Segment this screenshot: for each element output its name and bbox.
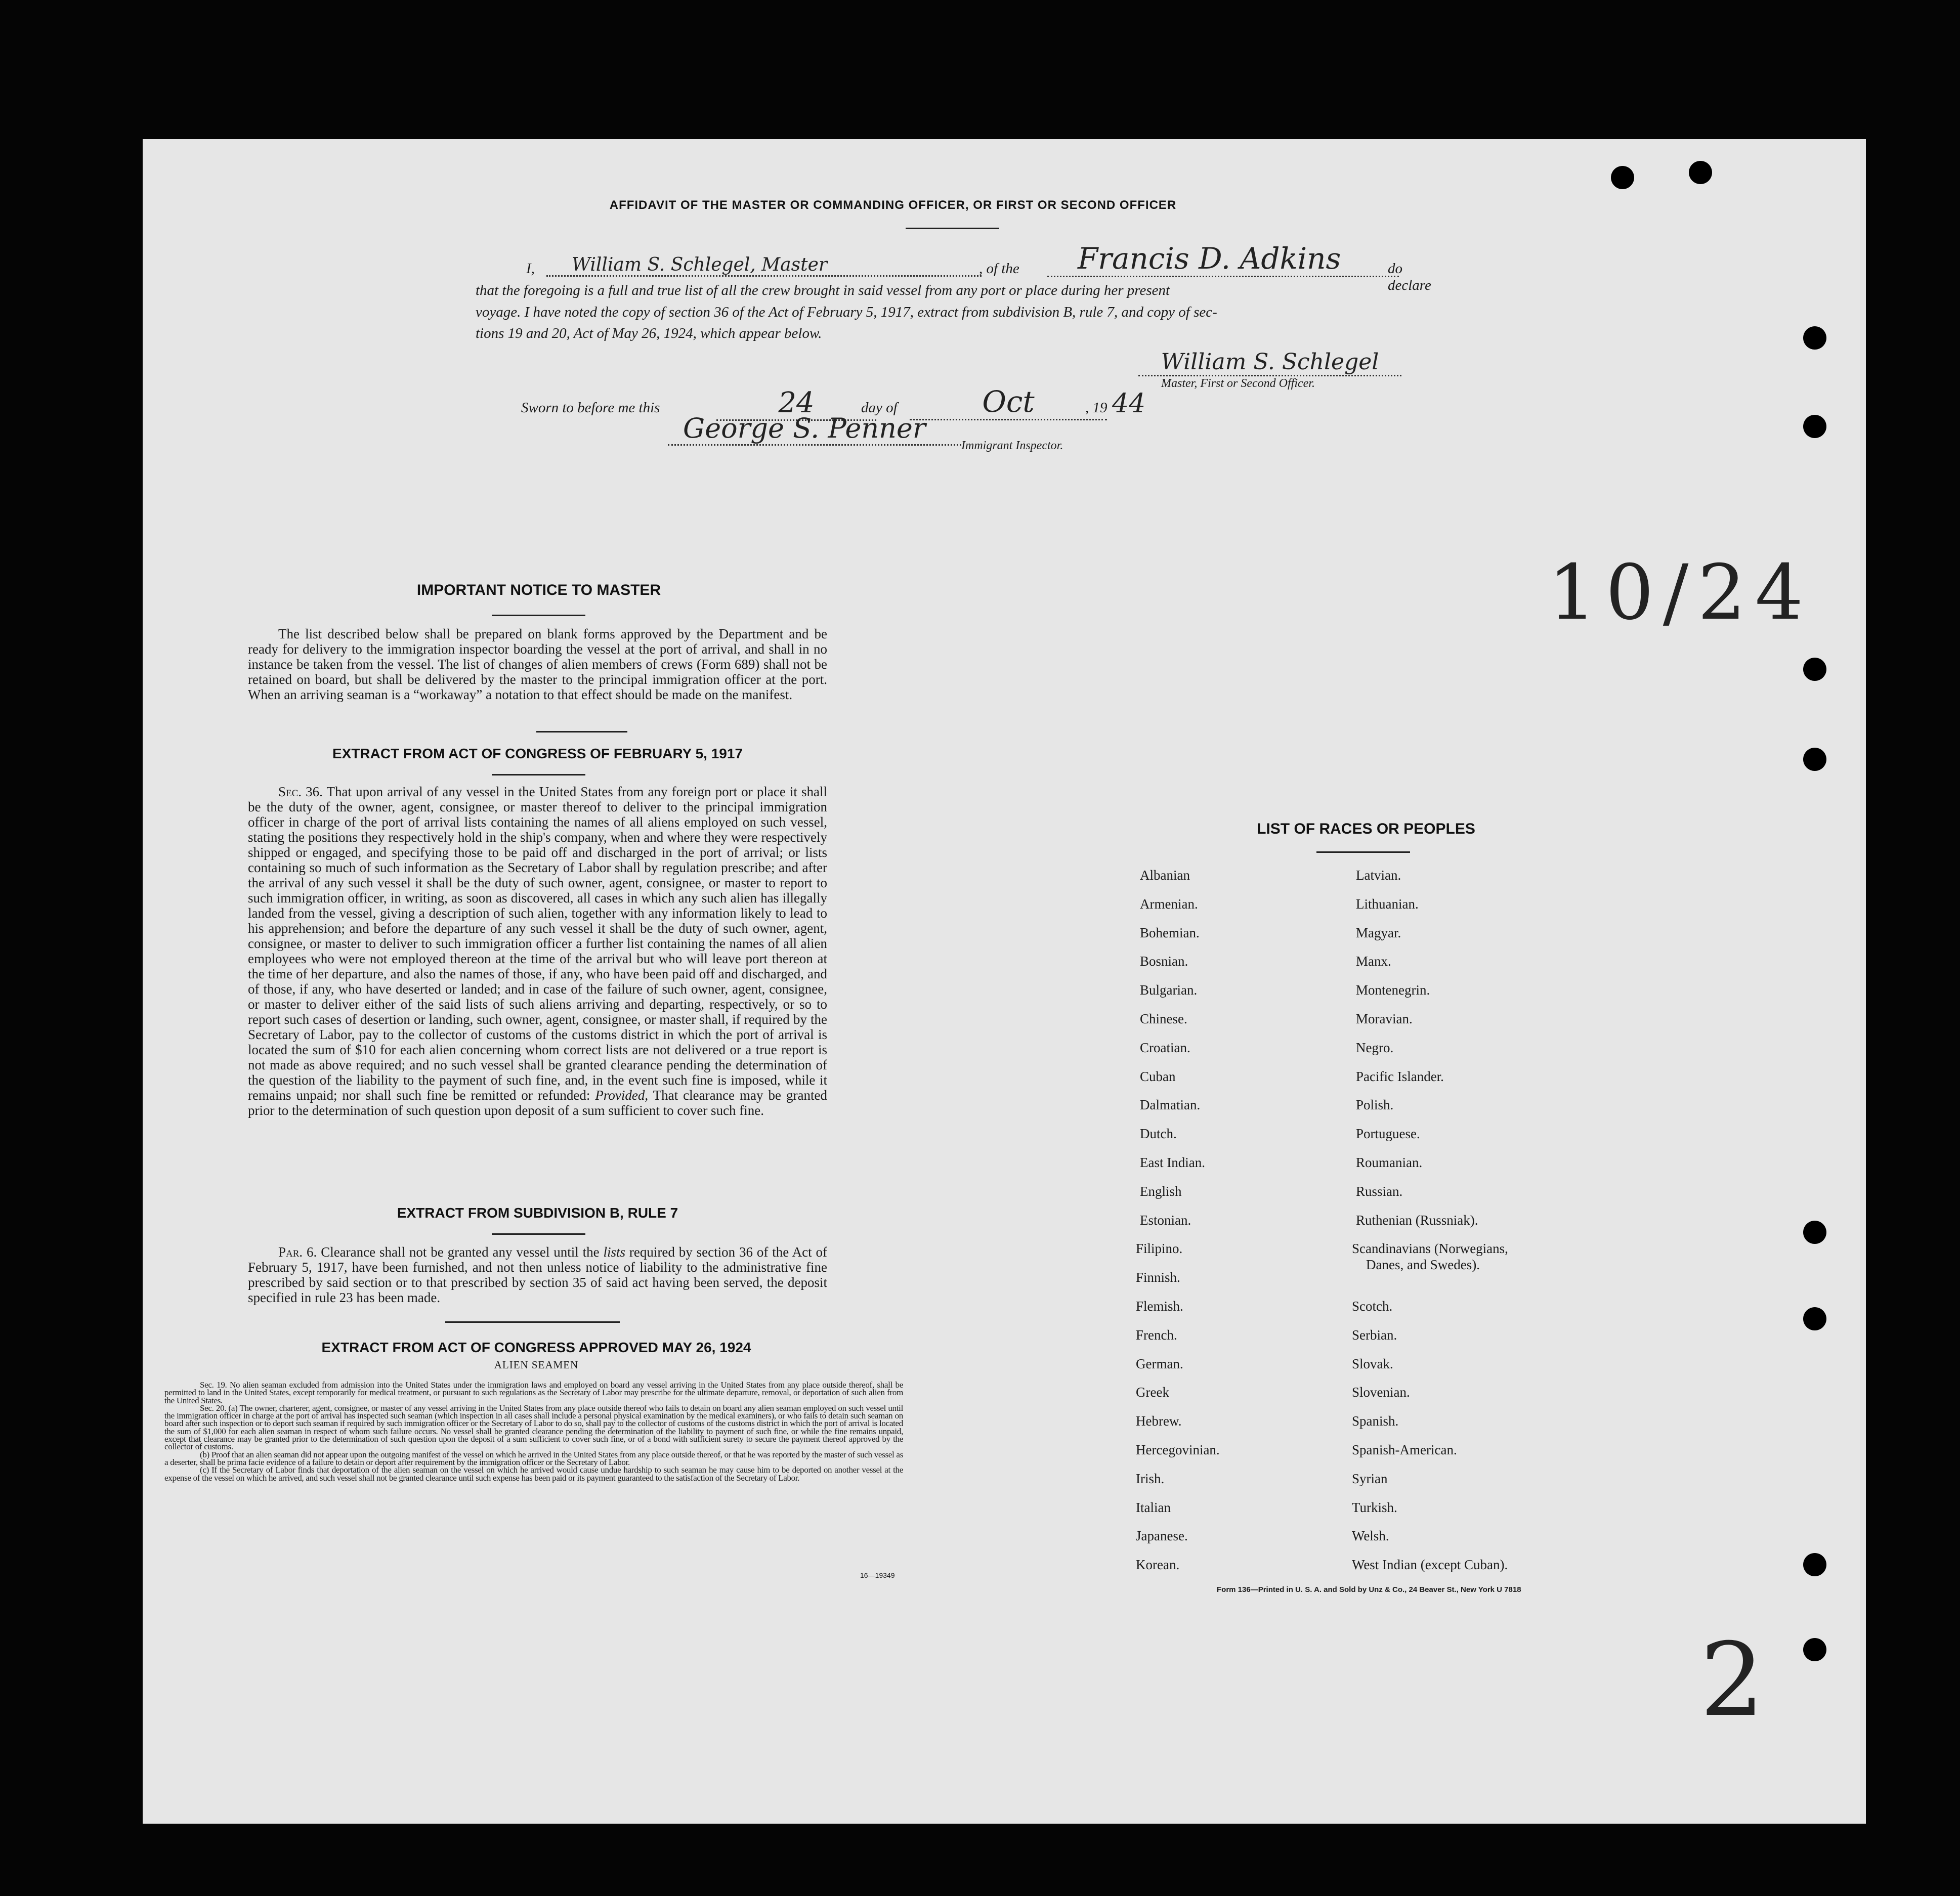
master-name-handwritten: William S. Schlegel, Master (546, 254, 982, 277)
race-item: Estonian. (1140, 1212, 1191, 1228)
race-item: Montenegrin. (1356, 982, 1430, 998)
print-code: 16—19349 (860, 1571, 895, 1579)
section-20c: (c) If the Secretary of Labor finds that deportation of the alien seaman on the vessel on which he arrived would cause undue hardship to such seaman he may cause him to be deported on another vessel at the expense of the vessel on which he arrived, and such vessel shall not be granted clearance until such expense has been paid or its payment guaranteed to the satisfaction of the Secretary of Labor. (164, 1465, 903, 1483)
lists-word: lists (603, 1244, 626, 1260)
divider (536, 731, 627, 732)
punch-hole (1803, 1638, 1826, 1661)
race-item: Serbian. (1352, 1327, 1397, 1343)
race-item: German. (1136, 1356, 1183, 1371)
margin-check-annotation: 2 (1700, 1621, 1765, 1739)
of-the-label: , of the (979, 261, 1019, 277)
punch-hole (1803, 658, 1826, 681)
affidavit-line-3: voyage. I have noted the copy of section 36 of the Act of February 5, 1917, extract from subdivision B, rule 7, and copy of sec- (476, 304, 1217, 320)
extract-1924-text (164, 1381, 903, 1482)
race-item: Magyar. (1356, 925, 1401, 940)
day-handwritten: 24 (716, 386, 876, 421)
punch-hole (1611, 166, 1634, 189)
race-item: Spanish-American. (1352, 1442, 1457, 1457)
race-item: Slovak. (1352, 1356, 1393, 1371)
sworn-label: Sworn to before me this (521, 400, 660, 416)
race-item: Lithuanian. (1356, 896, 1419, 912)
section-36-body: That upon arrival of any vessel in the United States from any foreign port or place it shall be the duty of the owner, agent, consignee, or master thereof to deliver to the principal immigration officer in charge of the port of arrival lists containing the names of all aliens employed on such vessel, stating the positions they respectively hold in the ship's company, when and where they were respectively shipped or engaged, and specifying those to be paid off and discharged in the port of arrival; or lists containing so much of such information as the Secretary of Labor shall by regulation prescribe; and after the arrival of any such vessel it shall be the duty of such owner, agent, consignee, or master to report to such immigration officer, in writing, as soon as discovered, all cases in which any such alien has illegally landed from the vessel, giving a description of such alien, together with any information likely to lead to his apprehension; and before the departure of any such vessel it shall be the duty of such owner, agent, consignee, or master to deliver to such immigration officer a further list containing the names of all alien employees who were not employed thereon at the time of the arrival but who will leave port thereon at the time of her departure, and also the names of those, if any, who have been paid off and discharged, and of those, if any, who have deserted or landed; and in case of the failure of such owner, agent, consignee, or master to deliver either of the said lists of such aliens arriving and departing, respectively, or so to report such cases of desertion or landing, such owner, agent, consignee, or master shall, if required by the Secretary of Labor, pay to the collector of customs of the customs district in which the port of arrival is located the sum of $10 for each alien concerning whom correct lists are not delivered or a true report is not made as above required; and no such vessel shall be granted clearance pending the determination of the question of the liability to the payment of such fine, and, in the event such fine is imposed, while it remains unpaid; nor shall such fine be remitted or refunded: (248, 784, 828, 1103)
race-item: Armenian. (1140, 896, 1198, 912)
section-20b: (b) Proof that an alien seaman did not appear upon the outgoing manifest of the vessel on which he arrived in the United States from any place outside thereof, or that he was reported by the master of such vessel as a deserter, shall be prima facie evidence of a failure to detain or deport after requirement by the immigration officer or the Secretary of Labor. (164, 1449, 903, 1467)
affidavit-title: AFFIDAVIT OF THE MASTER OR COMMANDING OFFICER, OR FIRST OR SECOND OFFICER (609, 198, 1177, 212)
race-item: Pacific Islander. (1356, 1068, 1444, 1084)
race-item: Japanese. (1136, 1528, 1188, 1544)
punch-hole (1803, 1553, 1826, 1576)
race-item: Polish. (1356, 1097, 1394, 1113)
race-item: Greek (1136, 1385, 1169, 1400)
race-item: Cuban (1140, 1068, 1176, 1084)
race-item: Bulgarian. (1140, 982, 1198, 998)
rule7-text (248, 1244, 827, 1305)
race-item: Bohemian. (1140, 925, 1200, 940)
punch-hole (1803, 326, 1826, 350)
officer-caption: Master, First or Second Officer. (1161, 377, 1315, 390)
races-title: LIST OF RACES OR PEOPLES (1257, 821, 1475, 837)
extract-1924-title: EXTRACT FROM ACT OF CONGRESS APPROVED MAY 26, 1924 (321, 1340, 751, 1355)
race-item: Slovenian. (1352, 1385, 1410, 1400)
divider (1316, 851, 1410, 853)
punch-hole (1803, 1221, 1826, 1244)
race-item: Croatian. (1140, 1040, 1190, 1055)
race-item: Russian. (1356, 1183, 1403, 1199)
race-item: Filipino. (1136, 1241, 1183, 1257)
punch-hole (1803, 748, 1826, 771)
divider (445, 1321, 620, 1323)
race-item: Negro. (1356, 1040, 1394, 1055)
divider (492, 1233, 585, 1235)
race-item: Dalmatian. (1140, 1097, 1201, 1113)
race-item: Welsh. (1352, 1528, 1389, 1544)
race-item: Finnish. (1136, 1270, 1180, 1285)
race-item: Latvian. (1356, 868, 1401, 883)
race-item: West Indian (except Cuban). (1352, 1557, 1508, 1573)
margin-date-annotation: 10/24 (1548, 549, 1813, 637)
notice-title: IMPORTANT NOTICE TO MASTER (416, 582, 661, 598)
race-item: Italian (1136, 1499, 1171, 1515)
punch-hole (1803, 1307, 1826, 1330)
section-19: Sec. 19. No alien seaman excluded from admission into the United States under the immigration laws and employed on board any vessel arriving in the United States from any place outside thereof, shall be permitted to land in the United States, except temporarily for medical treatment, or pursuant to such regulations as the Secretary of Labor may prescribe for the ultimate departure, removal, or deportation of such alien from the United States. (164, 1380, 903, 1405)
form-note: Form 136—Printed in U. S. A. and Sold by Unz & Co., 24 Beaver St., New York U 7818 (1217, 1585, 1521, 1594)
race-item: Flemish. (1136, 1299, 1183, 1314)
race-item: Roumanian. (1356, 1155, 1423, 1170)
race-item: Scandinavians (Norwegians, (1352, 1241, 1508, 1257)
section-36-end: That clearance may be granted prior to the determination of such question upon deposit of a sum sufficient to cover such fine. (248, 1088, 827, 1118)
section-20a: Sec. 20. (a) The owner, charterer, agent, consignee, or master of any vessel arriving in the United States from any place outside thereof who fails to detain on board any alien seaman employed on such vessel until the immigration officer in charge at the port of arrival has inspected such seaman (which inspection in all cases shall include a personal physical examination by the medical examiners), or who fails to detain such seaman on board after such inspection or to deport such seaman if required by such immigration officer or the Secretary of Labor to do so, shall pay to the collector of customs of the customs district in which the port of arrival is located the sum of $1,000 for each alien seaman in respect of whom such failure occurs. No vessel shall be granted clearance pending the determination of the liability to payment of such fine, or while the fine remains unpaid, except that clearance may be granted prior to the determination of such question upon the deposit of a sum sufficient to cover such fine, or of a bond with sufficient surety to secure the payment thereof approved by the collector of customs. (164, 1403, 903, 1452)
section-label: Sec. 36. (278, 784, 323, 799)
race-item: Danes, and Swedes). (1366, 1257, 1480, 1273)
race-item: Irish. (1136, 1471, 1165, 1486)
punch-hole (1689, 161, 1712, 184)
divider (906, 228, 999, 229)
race-item: Manx. (1356, 954, 1391, 969)
race-item: Korean. (1136, 1557, 1180, 1573)
year-prefix: , 19 (1085, 400, 1107, 416)
inspector-caption: Immigrant Inspector. (961, 439, 1063, 452)
race-item: Albanian (1140, 868, 1190, 883)
year-handwritten: 44 (1112, 389, 1146, 419)
provided-label: Provided, (595, 1088, 649, 1103)
i-label: I, (526, 261, 535, 277)
day-of-label: day of (861, 400, 898, 416)
race-item: Hebrew. (1136, 1413, 1182, 1429)
notice-text: The list described below shall be prepared on blank forms approved by the Department and be ready for delivery to the immigration inspector boarding the vessel at the port of arrival, and shall in no instance be taken from the vessel. The list of changes of alien members of crews (Form 689) shall not be retained on board, but shall be delivered by the master to the principal immigration officer at the port. When an arriving seaman is a “workaway” a notation to that effect should be made on the manifest. (248, 626, 827, 702)
race-item: Syrian (1352, 1471, 1388, 1486)
race-item: French. (1136, 1327, 1177, 1343)
do-declare-label: do declare (1388, 261, 1431, 293)
alien-seamen-subtitle: ALIEN SEAMEN (494, 1359, 579, 1371)
race-item: English (1140, 1183, 1182, 1199)
race-item: Scotch. (1352, 1299, 1393, 1314)
divider (492, 615, 585, 616)
month-handwritten: Oct (910, 384, 1107, 420)
inspector-signature: George S. Penner (668, 412, 961, 446)
race-item: Ruthenian (Russniak). (1356, 1212, 1478, 1228)
extract-1917-title: EXTRACT FROM ACT OF CONGRESS OF FEBRUARY 5, 1917 (332, 746, 743, 761)
race-item: Moravian. (1356, 1011, 1413, 1026)
paragraph-label: Par. 6. (278, 1244, 317, 1260)
master-signature: William S. Schlegel (1138, 349, 1401, 376)
affidavit-line-4: tions 19 and 20, Act of May 26, 1924, which appear below. (476, 325, 822, 341)
vessel-name-handwritten: Francis D. Adkins (1047, 241, 1399, 277)
race-item: Bosnian. (1140, 954, 1188, 969)
rule7-title: EXTRACT FROM SUBDIVISION B, RULE 7 (397, 1205, 678, 1221)
race-item: Turkish. (1352, 1499, 1397, 1515)
race-item: Portuguese. (1356, 1126, 1420, 1142)
punch-hole (1803, 415, 1826, 438)
extract-1917-text (248, 784, 827, 1118)
race-item: Hercegovinian. (1136, 1442, 1220, 1457)
race-item: Chinese. (1140, 1011, 1187, 1026)
rule7-body-a: Clearance shall not be granted any vessel until the (321, 1244, 600, 1260)
affidavit-line-2: that the foregoing is a full and true list of all the crew brought in said vessel from any port or place during her present (476, 282, 1170, 298)
divider (492, 774, 585, 775)
race-item: Dutch. (1140, 1126, 1177, 1142)
race-item: East Indian. (1140, 1155, 1205, 1170)
rule7-body-b: required by section 36 of the Act of February 5, 1917, have been furnished, and not then unless notice of liability to the administrative fine prescribed by said section or to that prescribed by section 35 of said act having been served, the deposit specified in rule 23 has been made. (248, 1244, 827, 1305)
race-item: Spanish. (1352, 1413, 1399, 1429)
